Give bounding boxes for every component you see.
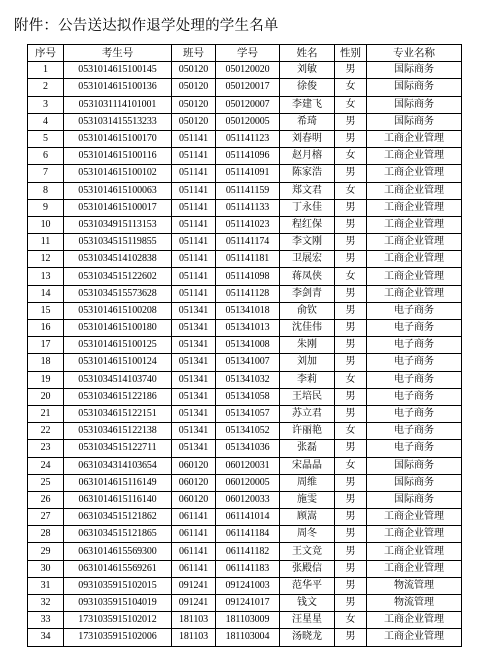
- cell-student-id: 050120005: [216, 113, 280, 130]
- cell-class-number: 050120: [172, 96, 216, 113]
- cell-major: 国际商务: [367, 62, 462, 79]
- table-body: [28, 62, 462, 646]
- cell-gender: 男: [335, 251, 367, 268]
- cell-student-id: 060120031: [216, 457, 280, 474]
- cell-student-id: 051341007: [216, 354, 280, 371]
- table-row: [28, 320, 462, 337]
- cell-index: 2: [28, 79, 64, 96]
- cell-name: 赵月榕: [280, 148, 335, 165]
- cell-index: 4: [28, 113, 64, 130]
- cell-index: 25: [28, 474, 64, 491]
- cell-major: 电子商务: [367, 371, 462, 388]
- cell-exam-number: 0631014615569261: [64, 560, 172, 577]
- cell-name: 范华平: [280, 577, 335, 594]
- cell-index: 23: [28, 440, 64, 457]
- cell-index: 17: [28, 337, 64, 354]
- cell-gender: 男: [335, 560, 367, 577]
- cell-index: 6: [28, 148, 64, 165]
- cell-index: 15: [28, 302, 64, 319]
- cell-student-id: 051341032: [216, 371, 280, 388]
- cell-index: 13: [28, 268, 64, 285]
- cell-student-id: 051341013: [216, 320, 280, 337]
- column-header-class-number: 班号: [172, 45, 216, 62]
- cell-major: 工商企业管理: [367, 509, 462, 526]
- cell-gender: 男: [335, 629, 367, 646]
- cell-gender: 女: [335, 457, 367, 474]
- table-row: [28, 268, 462, 285]
- cell-gender: 男: [335, 199, 367, 216]
- cell-exam-number: 0531014615100063: [64, 182, 172, 199]
- cell-gender: 男: [335, 405, 367, 422]
- cell-exam-number: 0531034615122151: [64, 405, 172, 422]
- cell-class-number: 051341: [172, 337, 216, 354]
- cell-exam-number: 0531034515573628: [64, 285, 172, 302]
- cell-class-number: 091241: [172, 577, 216, 594]
- cell-class-number: 060120: [172, 491, 216, 508]
- cell-student-id: 091241003: [216, 577, 280, 594]
- cell-exam-number: 0531034515122711: [64, 440, 172, 457]
- cell-major: 电子商务: [367, 388, 462, 405]
- cell-name: 顾嵩: [280, 509, 335, 526]
- cell-exam-number: 0531034515119855: [64, 234, 172, 251]
- cell-exam-number: 0631034515121862: [64, 509, 172, 526]
- cell-major: 物流管理: [367, 595, 462, 612]
- cell-name: 希琦: [280, 113, 335, 130]
- cell-class-number: 181103: [172, 612, 216, 629]
- cell-index: 24: [28, 457, 64, 474]
- cell-gender: 男: [335, 113, 367, 130]
- cell-major: 工商企业管理: [367, 268, 462, 285]
- cell-gender: 男: [335, 216, 367, 233]
- cell-exam-number: 0531014615100170: [64, 130, 172, 147]
- cell-major: 电子商务: [367, 405, 462, 422]
- column-header-name: 姓名: [280, 45, 335, 62]
- cell-student-id: 051341018: [216, 302, 280, 319]
- cell-student-id: 051341057: [216, 405, 280, 422]
- cell-index: 1: [28, 62, 64, 79]
- table-row: [28, 354, 462, 371]
- table-row: [28, 96, 462, 113]
- column-header-exam-number: 考生号: [64, 45, 172, 62]
- cell-name: 徐俊: [280, 79, 335, 96]
- cell-student-id: 181103004: [216, 629, 280, 646]
- cell-major: 工商企业管理: [367, 165, 462, 182]
- cell-class-number: 051141: [172, 165, 216, 182]
- table-row: [28, 62, 462, 79]
- cell-student-id: 051141098: [216, 268, 280, 285]
- cell-name: 卫展宏: [280, 251, 335, 268]
- cell-index: 30: [28, 560, 64, 577]
- cell-name: 李建飞: [280, 96, 335, 113]
- cell-class-number: 061141: [172, 560, 216, 577]
- cell-major: 物流管理: [367, 577, 462, 594]
- cell-gender: 男: [335, 165, 367, 182]
- cell-major: 工商企业管理: [367, 216, 462, 233]
- cell-index: 28: [28, 526, 64, 543]
- cell-student-id: 060120005: [216, 474, 280, 491]
- column-header-student-id: 学号: [216, 45, 280, 62]
- cell-index: 22: [28, 423, 64, 440]
- cell-index: 16: [28, 320, 64, 337]
- cell-exam-number: 0631014615569300: [64, 543, 172, 560]
- table-header-row: [28, 45, 462, 62]
- cell-name: 王培民: [280, 388, 335, 405]
- cell-index: 33: [28, 612, 64, 629]
- cell-gender: 女: [335, 268, 367, 285]
- cell-gender: 男: [335, 337, 367, 354]
- table-row: [28, 148, 462, 165]
- cell-gender: 男: [335, 595, 367, 612]
- cell-name: 周冬: [280, 526, 335, 543]
- cell-student-id: 051141174: [216, 234, 280, 251]
- cell-name: 张殿信: [280, 560, 335, 577]
- cell-name: 郑文君: [280, 182, 335, 199]
- cell-student-id: 051341052: [216, 423, 280, 440]
- cell-exam-number: 0931035915104019: [64, 595, 172, 612]
- cell-student-id: 051141091: [216, 165, 280, 182]
- cell-student-id: 050120017: [216, 79, 280, 96]
- cell-class-number: 061141: [172, 509, 216, 526]
- cell-major: 国际商务: [367, 113, 462, 130]
- cell-major: 电子商务: [367, 423, 462, 440]
- cell-name: 陈家浩: [280, 165, 335, 182]
- cell-gender: 女: [335, 79, 367, 96]
- cell-index: 19: [28, 371, 64, 388]
- cell-student-id: 061141182: [216, 543, 280, 560]
- cell-student-id: 051141023: [216, 216, 280, 233]
- cell-exam-number: 0531034514102838: [64, 251, 172, 268]
- cell-gender: 女: [335, 371, 367, 388]
- cell-class-number: 051341: [172, 320, 216, 337]
- cell-class-number: 051141: [172, 234, 216, 251]
- cell-index: 27: [28, 509, 64, 526]
- cell-name: 许丽艳: [280, 423, 335, 440]
- cell-class-number: 051341: [172, 354, 216, 371]
- cell-index: 11: [28, 234, 64, 251]
- table-row: [28, 423, 462, 440]
- cell-name: 李剑青: [280, 285, 335, 302]
- cell-name: 周维: [280, 474, 335, 491]
- table-row: [28, 457, 462, 474]
- cell-index: 5: [28, 130, 64, 147]
- cell-index: 9: [28, 199, 64, 216]
- cell-index: 3: [28, 96, 64, 113]
- table-row: [28, 165, 462, 182]
- cell-student-id: 051141123: [216, 130, 280, 147]
- cell-major: 电子商务: [367, 354, 462, 371]
- table-row: [28, 79, 462, 96]
- table-row: [28, 371, 462, 388]
- cell-gender: 男: [335, 526, 367, 543]
- cell-gender: 男: [335, 285, 367, 302]
- cell-name: 施雯: [280, 491, 335, 508]
- cell-exam-number: 0531031114101001: [64, 96, 172, 113]
- column-header-major: 专业名称: [367, 45, 462, 62]
- cell-major: 工商企业管理: [367, 251, 462, 268]
- cell-major: 国际商务: [367, 491, 462, 508]
- cell-gender: 男: [335, 491, 367, 508]
- cell-student-id: 051141096: [216, 148, 280, 165]
- cell-index: 26: [28, 491, 64, 508]
- table-row: [28, 440, 462, 457]
- cell-gender: 男: [335, 440, 367, 457]
- cell-class-number: 181103: [172, 629, 216, 646]
- cell-class-number: 060120: [172, 474, 216, 491]
- cell-exam-number: 0631014615116149: [64, 474, 172, 491]
- cell-major: 电子商务: [367, 440, 462, 457]
- table-row: [28, 285, 462, 302]
- cell-name: 丁永佳: [280, 199, 335, 216]
- cell-student-id: 050120007: [216, 96, 280, 113]
- cell-student-id: 091241017: [216, 595, 280, 612]
- cell-gender: 女: [335, 96, 367, 113]
- cell-name: 程红保: [280, 216, 335, 233]
- cell-gender: 男: [335, 577, 367, 594]
- cell-name: 沈佳伟: [280, 320, 335, 337]
- table-row: [28, 388, 462, 405]
- cell-major: 国际商务: [367, 474, 462, 491]
- cell-exam-number: 0531014615100208: [64, 302, 172, 319]
- cell-name: 李莉: [280, 371, 335, 388]
- cell-gender: 男: [335, 354, 367, 371]
- cell-major: 工商企业管理: [367, 612, 462, 629]
- table-row: [28, 560, 462, 577]
- cell-exam-number: 0531014615100145: [64, 62, 172, 79]
- cell-class-number: 051141: [172, 182, 216, 199]
- table-row: [28, 337, 462, 354]
- table-row: [28, 543, 462, 560]
- cell-major: 国际商务: [367, 96, 462, 113]
- table-row: [28, 595, 462, 612]
- cell-name: 张磊: [280, 440, 335, 457]
- cell-index: 12: [28, 251, 64, 268]
- table-row: [28, 526, 462, 543]
- cell-exam-number: 0531014615100017: [64, 199, 172, 216]
- cell-student-id: 050120020: [216, 62, 280, 79]
- cell-class-number: 051341: [172, 388, 216, 405]
- cell-index: 20: [28, 388, 64, 405]
- table-row: [28, 251, 462, 268]
- cell-class-number: 051141: [172, 216, 216, 233]
- cell-major: 工商企业管理: [367, 526, 462, 543]
- cell-student-id: 051141133: [216, 199, 280, 216]
- table-row: [28, 612, 462, 629]
- cell-major: 国际商务: [367, 457, 462, 474]
- cell-gender: 男: [335, 234, 367, 251]
- cell-student-id: 051141128: [216, 285, 280, 302]
- cell-exam-number: 0531034615122186: [64, 388, 172, 405]
- cell-exam-number: 0531014615100180: [64, 320, 172, 337]
- cell-name: 汪星星: [280, 612, 335, 629]
- cell-exam-number: 0631034515121865: [64, 526, 172, 543]
- cell-index: 10: [28, 216, 64, 233]
- cell-class-number: 051341: [172, 440, 216, 457]
- cell-class-number: 051141: [172, 285, 216, 302]
- cell-gender: 男: [335, 388, 367, 405]
- cell-gender: 女: [335, 182, 367, 199]
- cell-index: 14: [28, 285, 64, 302]
- table-row: [28, 113, 462, 130]
- cell-class-number: 051141: [172, 268, 216, 285]
- cell-class-number: 051141: [172, 148, 216, 165]
- cell-index: 18: [28, 354, 64, 371]
- cell-gender: 男: [335, 320, 367, 337]
- cell-class-number: 050120: [172, 62, 216, 79]
- cell-gender: 男: [335, 474, 367, 491]
- cell-gender: 男: [335, 509, 367, 526]
- cell-class-number: 051341: [172, 423, 216, 440]
- cell-exam-number: 0531014615100136: [64, 79, 172, 96]
- cell-name: 宋晶晶: [280, 457, 335, 474]
- cell-class-number: 051341: [172, 302, 216, 319]
- cell-exam-number: 0531014615100125: [64, 337, 172, 354]
- table-row: [28, 182, 462, 199]
- cell-exam-number: 0531034514103740: [64, 371, 172, 388]
- table-row: [28, 302, 462, 319]
- cell-gender: 男: [335, 302, 367, 319]
- table-row: [28, 509, 462, 526]
- cell-gender: 男: [335, 130, 367, 147]
- cell-major: 工商企业管理: [367, 543, 462, 560]
- page-title: 附件：公告送达拟作退学处理的学生名单: [14, 18, 279, 34]
- cell-student-id: 061141184: [216, 526, 280, 543]
- cell-class-number: 061141: [172, 543, 216, 560]
- cell-class-number: 051341: [172, 371, 216, 388]
- cell-name: 李文刚: [280, 234, 335, 251]
- cell-major: 工商企业管理: [367, 560, 462, 577]
- table-row: [28, 577, 462, 594]
- table-row: [28, 130, 462, 147]
- table-row: [28, 405, 462, 422]
- cell-class-number: 091241: [172, 595, 216, 612]
- cell-gender: 男: [335, 543, 367, 560]
- table-row: [28, 474, 462, 491]
- cell-gender: 男: [335, 62, 367, 79]
- cell-index: 21: [28, 405, 64, 422]
- cell-major: 电子商务: [367, 337, 462, 354]
- cell-student-id: 051141159: [216, 182, 280, 199]
- cell-student-id: 181103009: [216, 612, 280, 629]
- table-row: [28, 491, 462, 508]
- cell-index: 34: [28, 629, 64, 646]
- cell-class-number: 051341: [172, 405, 216, 422]
- cell-student-id: 051341058: [216, 388, 280, 405]
- cell-major: 电子商务: [367, 302, 462, 319]
- cell-exam-number: 1731035915102006: [64, 629, 172, 646]
- cell-student-id: 051341036: [216, 440, 280, 457]
- cell-class-number: 060120: [172, 457, 216, 474]
- cell-major: 国际商务: [367, 79, 462, 96]
- cell-index: 32: [28, 595, 64, 612]
- cell-name: 刘加: [280, 354, 335, 371]
- cell-gender: 女: [335, 148, 367, 165]
- cell-name: 汤晓龙: [280, 629, 335, 646]
- cell-class-number: 051141: [172, 199, 216, 216]
- cell-name: 朱刚: [280, 337, 335, 354]
- cell-exam-number: 0531014615100102: [64, 165, 172, 182]
- cell-student-id: 051341008: [216, 337, 280, 354]
- cell-gender: 女: [335, 612, 367, 629]
- cell-class-number: 061141: [172, 526, 216, 543]
- table-row: [28, 629, 462, 646]
- cell-exam-number: 0631034314103654: [64, 457, 172, 474]
- cell-exam-number: 0531031415513233: [64, 113, 172, 130]
- cell-index: 7: [28, 165, 64, 182]
- cell-major: 工商企业管理: [367, 199, 462, 216]
- table-row: [28, 234, 462, 251]
- cell-major: 工商企业管理: [367, 234, 462, 251]
- cell-class-number: 050120: [172, 79, 216, 96]
- cell-exam-number: 1731035915102012: [64, 612, 172, 629]
- cell-index: 8: [28, 182, 64, 199]
- cell-major: 工商企业管理: [367, 182, 462, 199]
- cell-name: 刘春明: [280, 130, 335, 147]
- column-header-gender: 性别: [335, 45, 367, 62]
- column-header-index: 序号: [28, 45, 64, 62]
- cell-exam-number: 0531034515122602: [64, 268, 172, 285]
- cell-major: 工商企业管理: [367, 148, 462, 165]
- cell-class-number: 051141: [172, 251, 216, 268]
- cell-index: 29: [28, 543, 64, 560]
- cell-gender: 女: [335, 423, 367, 440]
- cell-index: 31: [28, 577, 64, 594]
- student-roster-table: [27, 44, 462, 647]
- cell-exam-number: 0531014615100116: [64, 148, 172, 165]
- cell-student-id: 061141014: [216, 509, 280, 526]
- cell-major: 工商企业管理: [367, 285, 462, 302]
- cell-exam-number: 0531014615100124: [64, 354, 172, 371]
- cell-major: 电子商务: [367, 320, 462, 337]
- cell-exam-number: 0531034915113153: [64, 216, 172, 233]
- cell-name: 俞钦: [280, 302, 335, 319]
- cell-student-id: 060120033: [216, 491, 280, 508]
- cell-name: 蒋凤侠: [280, 268, 335, 285]
- table-row: [28, 199, 462, 216]
- cell-name: 钱文: [280, 595, 335, 612]
- cell-name: 苏立君: [280, 405, 335, 422]
- cell-student-id: 061141183: [216, 560, 280, 577]
- cell-exam-number: 0531034615122138: [64, 423, 172, 440]
- cell-exam-number: 0931035915102015: [64, 577, 172, 594]
- cell-class-number: 051141: [172, 130, 216, 147]
- cell-name: 王文竞: [280, 543, 335, 560]
- cell-student-id: 051141181: [216, 251, 280, 268]
- cell-major: 工商企业管理: [367, 629, 462, 646]
- table-row: [28, 216, 462, 233]
- cell-exam-number: 0631014615116140: [64, 491, 172, 508]
- cell-name: 刘敏: [280, 62, 335, 79]
- cell-class-number: 050120: [172, 113, 216, 130]
- cell-major: 工商企业管理: [367, 130, 462, 147]
